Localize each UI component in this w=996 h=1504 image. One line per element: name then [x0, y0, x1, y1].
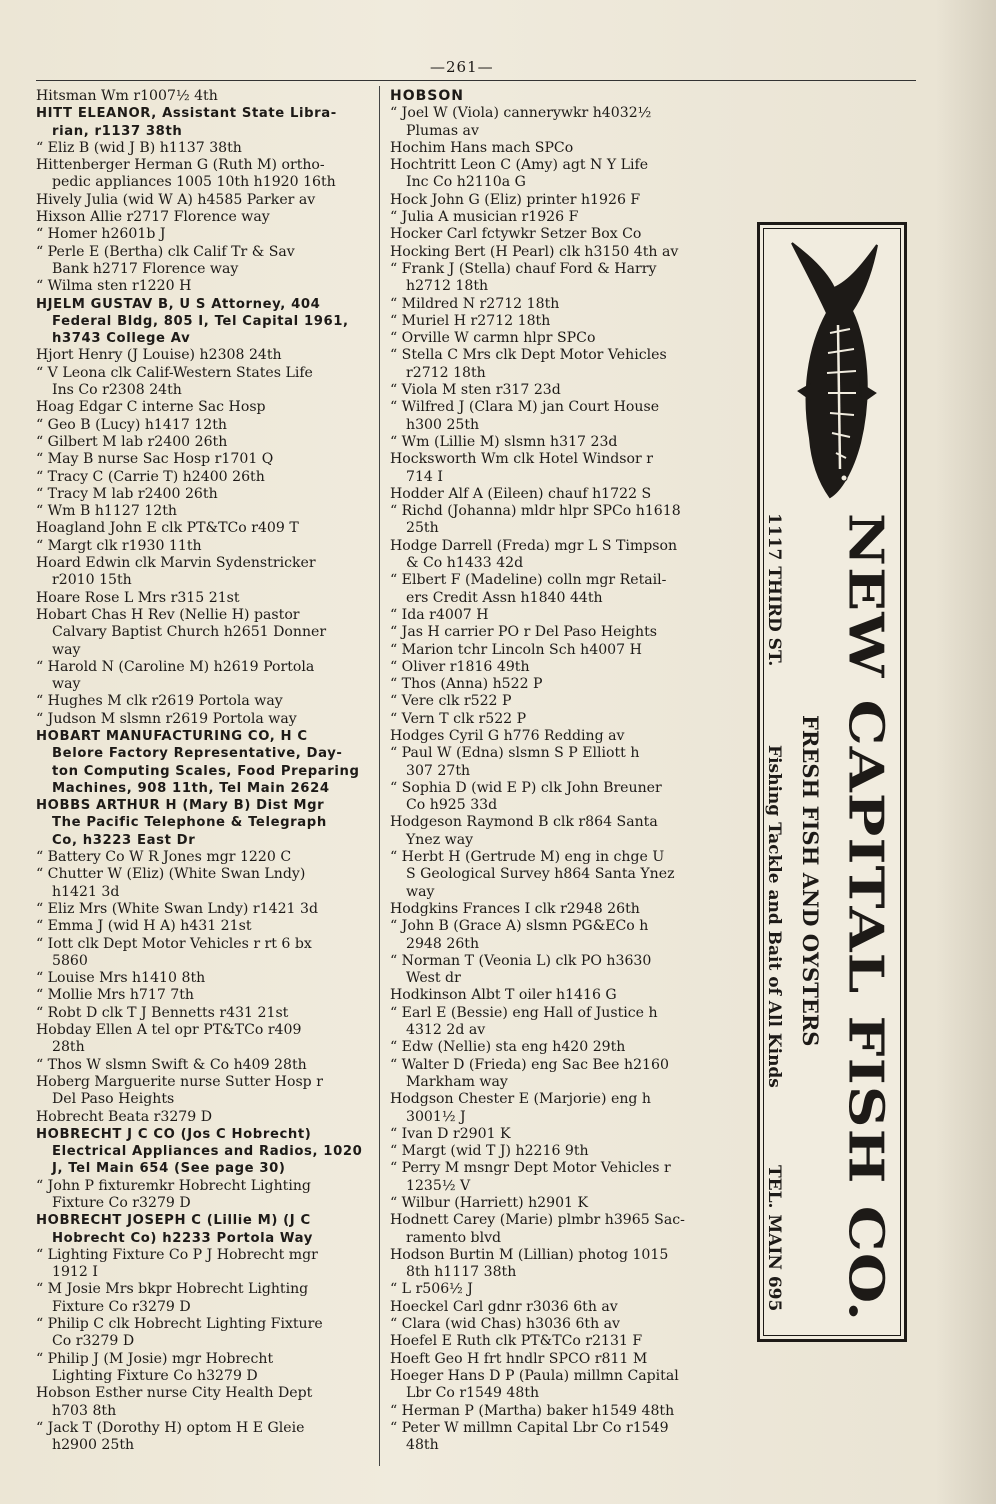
directory-entry: “ Elbert F (Madeline) colln mgr Retail-	[390, 572, 667, 589]
directory-entry: Hochim Hans mach SPCo	[390, 139, 574, 156]
directory-entry: HJELM GUSTAV B, U S Attorney, 404	[36, 296, 321, 312]
directory-entry: “ Oliver r1816 49th	[390, 658, 530, 675]
directory-entry: ers Credit Assn h1840 44th	[406, 589, 603, 606]
directory-entry: “ Chutter W (Eliz) (White Swan Lndy)	[36, 866, 306, 883]
directory-entry: Hoare Rose L Mrs r315 21st	[36, 589, 240, 606]
directory-entry: “ Muriel H r2712 18th	[390, 312, 551, 329]
ad-telephone: TEL. MAIN 695	[764, 1165, 784, 1312]
directory-entry: Co r3279 D	[52, 1333, 135, 1350]
directory-entry: “ Herbt H (Gertrude M) eng in chge U	[390, 849, 665, 866]
directory-entry: The Pacific Telephone & Telegraph	[52, 815, 327, 831]
directory-column-right	[390, 88, 752, 1454]
ad-tackle-line: Fishing Tackle and Bait of All Kinds	[764, 745, 784, 1088]
directory-entry: Plumas av	[406, 122, 479, 139]
directory-entry: “ Margt clk r1930 11th	[36, 537, 202, 554]
directory-entry: Hodgeson Raymond B clk r864 Santa	[390, 814, 658, 831]
directory-entry: Hoag Edgar C interne Sac Hosp	[36, 399, 266, 416]
directory-entry: “ Iott clk Dept Motor Vehicles r rt 6 bx	[36, 935, 312, 952]
directory-entry: “ Mollie Mrs h717 7th	[36, 987, 194, 1004]
directory-entry: way	[52, 676, 81, 693]
directory-entry: “ Perry M msngr Dept Motor Vehicles r	[390, 1160, 671, 1177]
directory-entry: “ Wilfred J (Clara M) jan Court House	[390, 399, 660, 416]
directory-entry: “ Marion tchr Lincoln Sch h4007 H	[390, 641, 642, 658]
directory-entry: Hixson Allie r2717 Florence way	[36, 209, 270, 226]
directory-entry: Hobday Ellen A tel opr PT&TCo r409	[36, 1022, 302, 1039]
directory-entry: “ Battery Co W R Jones mgr 1220 C	[36, 849, 292, 866]
directory-entry: Hobrecht Beata r3279 D	[36, 1108, 213, 1125]
directory-entry: West dr	[406, 970, 461, 987]
directory-entry: Hodge Darrell (Freda) mgr L S Timpson	[390, 537, 678, 554]
directory-entry: pedic appliances 1005 10th h1920 16th	[52, 174, 336, 191]
directory-entry: “ Gilbert M lab r2400 26th	[36, 433, 228, 450]
directory-entry: “ Tracy C (Carrie T) h2400 26th	[36, 468, 265, 485]
directory-entry: “ M Josie Mrs bkpr Hobrecht Lighting	[36, 1281, 309, 1298]
directory-entry: 8th h1117 38th	[406, 1264, 517, 1281]
directory-entry: “ John P fixturemkr Hobrecht Lighting	[36, 1177, 311, 1194]
directory-entry: h2712 18th	[406, 278, 489, 295]
directory-entry: Hocksworth Wm clk Hotel Windsor r	[390, 451, 653, 468]
directory-column-left	[36, 88, 381, 1454]
directory-entry: Hoberg Marguerite nurse Sutter Hosp r	[36, 1073, 323, 1090]
directory-entry: Bank h2717 Florence way	[52, 260, 239, 277]
directory-entry: “ Geo B (Lucy) h1417 12th	[36, 416, 227, 433]
fish-icon	[772, 233, 892, 503]
directory-entry: “ Vere clk r522 P	[390, 693, 512, 710]
directory-entry: 1912 I	[52, 1264, 98, 1281]
directory-entry: 1235½ V	[406, 1177, 471, 1194]
directory-entry: Ins Co r2308 24th	[52, 382, 182, 399]
directory-entry: Federal Bldg, 805 I, Tel Capital 1961,	[52, 313, 349, 329]
directory-entry: ton Computing Scales, Food Preparing	[52, 763, 360, 779]
directory-entry: Hjort Henry (J Louise) h2308 24th	[36, 347, 282, 364]
directory-entry: “ Louise Mrs h1410 8th	[36, 970, 206, 987]
directory-entry: way	[406, 883, 435, 900]
directory-entry: Hodgson Chester E (Marjorie) eng h	[390, 1091, 652, 1108]
directory-entry: 307 27th	[406, 762, 471, 779]
directory-entry: h2900 25th	[52, 1437, 135, 1454]
directory-entry: Hodges Cyril G h776 Redding av	[390, 727, 625, 744]
directory-entry: ramento blvd	[406, 1229, 502, 1246]
directory-entry: “ Paul W (Edna) slsmn S P Elliott h	[390, 745, 640, 762]
directory-entry: Hively Julia (wid W A) h4585 Parker av	[36, 191, 316, 208]
advertisement	[757, 222, 907, 1342]
directory-entry: 48th	[406, 1437, 439, 1454]
directory-entry: rian, r1137 38th	[52, 123, 183, 139]
directory-entry: Hittenberger Herman G (Ruth M) ortho-	[36, 157, 325, 174]
directory-entry: “ Clara (wid Chas) h3036 6th av	[390, 1316, 621, 1333]
ad-address: 1117 THIRD ST.	[764, 513, 784, 667]
directory-entry: “ Herman P (Martha) baker h1549 48th	[390, 1402, 675, 1419]
directory-entry: “ Richd (Johanna) mldr hlpr SPCo h1618	[390, 503, 681, 520]
directory-entry: “ Wilma sten r1220 H	[36, 278, 192, 295]
directory-entry: “ L r506½ J	[390, 1281, 473, 1298]
directory-entry: “ Wilbur (Harriett) h2901 K	[390, 1195, 589, 1211]
directory-entry: Hobart Chas H Rev (Nellie H) pastor	[36, 606, 300, 623]
ad-company-name: NEW CAPITAL FISH CO.	[838, 513, 894, 1323]
directory-entry: “ Robt D clk T J Bennetts r431 21st	[36, 1004, 289, 1021]
directory-entry: “ Philip C clk Hobrecht Lighting Fixture	[36, 1316, 323, 1333]
header-rule	[36, 80, 916, 81]
directory-entry: Lighting Fixture Co h3279 D	[52, 1367, 258, 1384]
directory-entry: HOBRECHT J C CO (Jos C Hobrecht)	[36, 1126, 312, 1142]
directory-entry: HOBRECHT JOSEPH C (Lillie M) (J C	[36, 1213, 311, 1229]
directory-entry: “ Viola M sten r317 23d	[390, 382, 561, 399]
directory-entry: way	[52, 641, 81, 658]
directory-entry: r2010 15th	[52, 572, 132, 589]
directory-entry: Hodgkins Frances I clk r2948 26th	[390, 900, 640, 917]
directory-entry: “ Tracy M lab r2400 26th	[36, 485, 218, 502]
directory-entry: Co, h3223 East Dr	[52, 832, 196, 848]
directory-entry: Hodnett Carey (Marie) plmbr h3965 Sac-	[390, 1212, 685, 1229]
directory-entry: Hochtritt Leon C (Amy) agt N Y Life	[390, 157, 649, 174]
directory-entry: “ Ida r4007 H	[390, 606, 489, 623]
directory-entry: “ May B nurse Sac Hosp r1701 Q	[36, 451, 274, 468]
directory-entry: “ Jack T (Dorothy H) optom H E Gleie	[36, 1419, 305, 1436]
directory-entry: “ Eliz B (wid J B) h1137 38th	[36, 139, 242, 156]
directory-entry: “ Ivan D r2901 K	[390, 1125, 511, 1142]
directory-entry: Hoeft Geo H frt hndlr SPCO r811 M	[390, 1350, 648, 1367]
directory-entry: Lbr Co r1549 48th	[406, 1385, 540, 1402]
directory-entry: 3001½ J	[406, 1108, 466, 1125]
directory-entry: HOBART MANUFACTURING CO, H C	[36, 728, 308, 744]
directory-entry: “ Thos W slsmn Swift & Co h409 28th	[36, 1056, 307, 1073]
directory-entry: h300 25th	[406, 416, 480, 433]
directory-entry: “ Stella C Mrs clk Dept Motor Vehicles	[390, 347, 667, 364]
directory-entry: Co h925 33d	[406, 797, 498, 814]
directory-entry: “ Thos (Anna) h522 P	[390, 676, 543, 693]
directory-entry: “ Orville W carmn hlpr SPCo	[390, 330, 596, 347]
directory-entry: h1421 3d	[52, 883, 120, 900]
directory-entry: “ Julia A musician r1926 F	[390, 209, 579, 226]
directory-entry: Hocking Bert (H Pearl) clk h3150 4th av	[390, 243, 679, 260]
directory-entry: 714 I	[406, 468, 443, 485]
directory-entry: Inc Co h2110a G	[406, 174, 526, 191]
directory-entry: “ Sophia D (wid E P) clk John Breuner	[390, 779, 662, 796]
directory-entry: “ Eliz Mrs (White Swan Lndy) r1421 3d	[36, 900, 318, 917]
directory-entry: Hocker Carl fctywkr Setzer Box Co	[390, 226, 642, 243]
directory-entry: “ Lighting Fixture Co P J Hobrecht mgr	[36, 1246, 318, 1263]
directory-entry: Machines, 908 11th, Tel Main 2624	[52, 780, 330, 796]
directory-entry: Electrical Appliances and Radios, 1020	[52, 1144, 363, 1160]
directory-entry: Calvary Baptist Church h2651 Donner	[52, 624, 327, 641]
directory-entry: “ John B (Grace A) slsmn PG&ECo h	[390, 918, 649, 935]
directory-entry: 25th	[406, 520, 439, 537]
directory-entry: Hodson Burtin M (Lillian) photog 1015	[390, 1246, 669, 1263]
directory-entry: r2712 18th	[406, 364, 486, 381]
directory-entry: “ Jas H carrier PO r Del Paso Heights	[390, 624, 658, 641]
directory-entry: “ Norman T (Veonia L) clk PO h3630	[390, 952, 652, 969]
directory-entry: “ Homer h2601b J	[36, 226, 166, 243]
directory-entry: Fixture Co r3279 D	[52, 1298, 191, 1315]
directory-entry: h703 8th	[52, 1402, 117, 1419]
page-edge-shadow	[936, 0, 996, 1504]
directory-entry: “ Edw (Nellie) sta eng h420 29th	[390, 1039, 626, 1056]
directory-entry: “ V Leona clk Calif-Western States Life	[36, 364, 313, 381]
directory-entry: “ Walter D (Frieda) eng Sac Bee h2160	[390, 1056, 669, 1073]
directory-entry: Hoefel E Ruth clk PT&TCo r2131 F	[390, 1333, 643, 1350]
directory-entry: 4312 2d av	[406, 1022, 486, 1039]
directory-entry: “ Perle E (Bertha) clk Calif Tr & Sav	[36, 243, 295, 260]
directory-entry: “ Margt (wid T J) h2216 9th	[390, 1143, 589, 1160]
directory-entry: 2948 26th	[406, 935, 480, 952]
directory-entry: S Geological Survey h864 Santa Ynez	[406, 866, 675, 883]
directory-entry: Belore Factory Representative, Day-	[52, 746, 343, 762]
directory-entry: Fixture Co r3279 D	[52, 1195, 191, 1211]
directory-entry: Hoard Edwin clk Marvin Sydenstricker	[36, 555, 316, 572]
directory-entry: “ Philip J (M Josie) mgr Hobrecht	[36, 1350, 274, 1367]
directory-entry: Markham way	[406, 1073, 508, 1090]
directory-entry: Hitsman Wm r1007½ 4th	[36, 88, 218, 104]
page-number: —261—	[430, 58, 494, 76]
directory-entry: Ynez way	[406, 831, 474, 848]
directory-entry: “ Judson M slsmn r2619 Portola way	[36, 710, 297, 727]
directory-entry: J, Tel Main 654 (See page 30)	[52, 1161, 286, 1177]
directory-entry: & Co h1433 42d	[406, 555, 524, 572]
directory-entry: HITT ELEANOR, Assistant State Libra-	[36, 106, 337, 122]
directory-entry: “ Vern T clk r522 P	[390, 710, 527, 727]
directory-entry: Hobson Esther nurse City Health Dept	[36, 1385, 313, 1402]
directory-entry: “ Wm (Lillie M) slsmn h317 23d	[390, 433, 618, 450]
directory-entry: 28th	[52, 1039, 85, 1056]
directory-entry: “ Joel W (Viola) cannerywkr h4032½	[390, 105, 652, 122]
directory-entry: “ Frank J (Stella) chauf Ford & Harry	[390, 260, 657, 277]
directory-entry: Hodkinson Albt T oiler h1416 G	[390, 987, 617, 1004]
directory-entry: “ Wm B h1127 12th	[36, 503, 177, 520]
directory-entry: Hoeckel Carl gdnr r3036 6th av	[390, 1298, 618, 1315]
directory-entry: Hoeger Hans D P (Paula) millmn Capital	[390, 1367, 679, 1384]
directory-entry: “ Harold N (Caroline M) h2619 Portola	[36, 658, 315, 675]
directory-entry: “ Mildred N r2712 18th	[390, 295, 560, 312]
directory-entry: Hobrecht Co) h2233 Portola Way	[52, 1230, 313, 1246]
directory-entry: Del Paso Heights	[52, 1091, 175, 1108]
directory-entry: “ Earl E (Bessie) eng Hall of Justice h	[390, 1004, 658, 1021]
directory-entry: “ Hughes M clk r2619 Portola way	[36, 693, 283, 710]
directory-entry: Hock John G (Eliz) printer h1926 F	[390, 191, 641, 208]
directory-entry: 5860	[52, 952, 88, 969]
ad-tagline: FRESH FISH AND OYSTERS	[798, 715, 823, 1047]
directory-entry: HOBBS ARTHUR H (Mary B) Dist Mgr	[36, 798, 325, 814]
directory-entry: Hoagland John E clk PT&TCo r409 T	[36, 520, 299, 537]
directory-entry: h3743 College Av	[52, 331, 191, 347]
directory-entry: HOBSON	[390, 88, 464, 104]
directory-entry: “ Emma J (wid H A) h431 21st	[36, 918, 252, 935]
directory-entry: Hodder Alf A (Eileen) chauf h1722 S	[390, 485, 652, 502]
directory-entry: “ Peter W millmn Capital Lbr Co r1549	[390, 1419, 669, 1436]
